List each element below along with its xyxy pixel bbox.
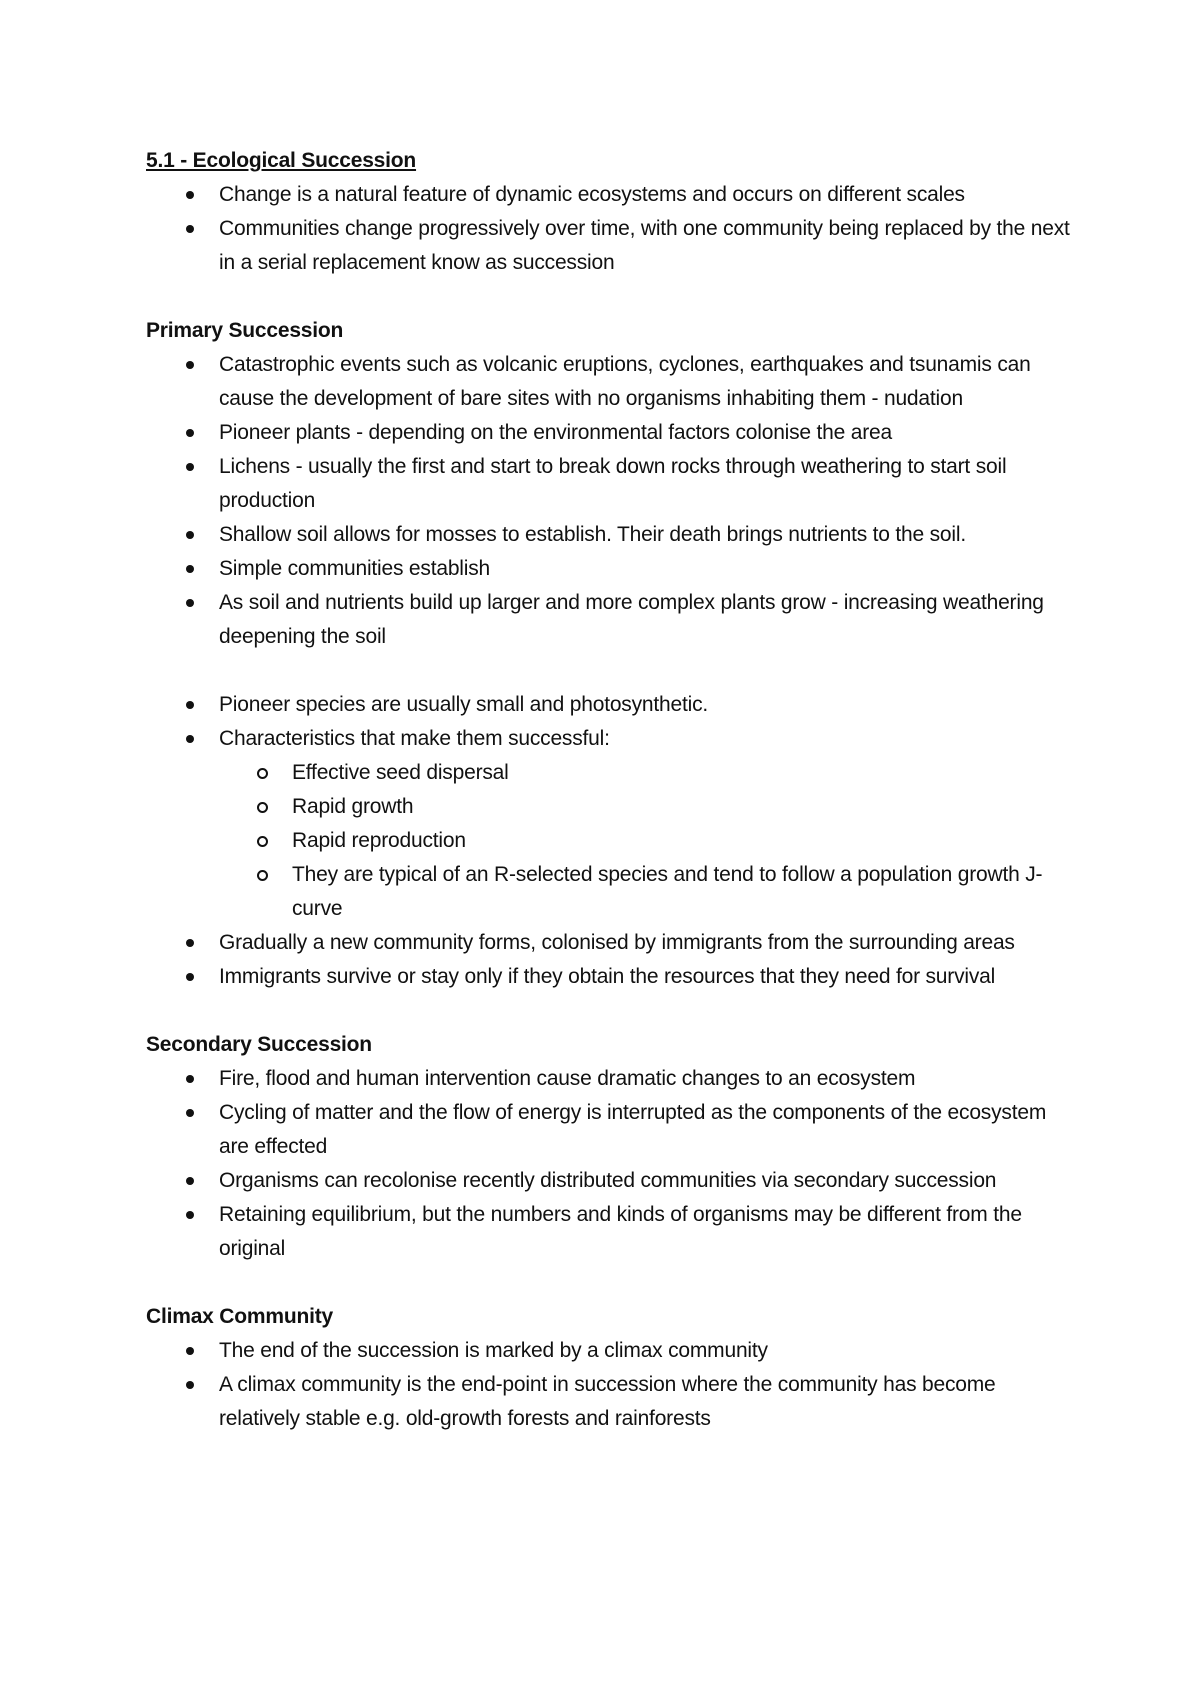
climax-list [146,1334,1076,1436]
primary-heading: Primary Succession [146,319,344,342]
spacer [146,654,1076,688]
list-item: Gradually a new community forms, colonised by immigrants from the surrounding areas [146,926,1076,960]
list-item: Shallow soil allows for mosses to establish. Their death brings nutrients to the soil. [146,518,1076,552]
list-item: Pioneer species are usually small and photosynthetic. [146,688,1076,722]
list-item: Simple communities establish [146,552,1076,586]
pioneer-list [146,688,1076,994]
list-item: Lichens - usually the first and start to break down rocks through weathering to start soil production [146,450,1076,518]
sub-list-item: Rapid reproduction [146,824,1076,858]
list-item: Retaining equilibrium, but the numbers and kinds of organisms may be different from the original [146,1198,1076,1266]
intro-list [146,178,1076,280]
climax-heading: Climax Community [146,1305,333,1328]
list-item: Cycling of matter and the flow of energy is interrupted as the components of the ecosystem are effected [146,1096,1076,1164]
list-item: Catastrophic events such as volcanic eruptions, cyclones, earthquakes and tsunamis can cause the development of bare sites with no organisms inhabiting them - nudation [146,348,1076,416]
list-item: Organisms can recolonise recently distributed communities via secondary succession [146,1164,1076,1198]
list-item: Change is a natural feature of dynamic ecosystems and occurs on different scales [146,178,1076,212]
secondary-heading: Secondary Succession [146,1033,372,1056]
list-item: As soil and nutrients build up larger and more complex plants grow - increasing weathering deepening the soil [146,586,1076,654]
list-item: Characteristics that make them successful: [146,722,1076,756]
list-item: Pioneer plants - depending on the environmental factors colonise the area [146,416,1076,450]
secondary-list [146,1062,1076,1266]
list-item: The end of the succession is marked by a climax community [146,1334,1076,1368]
list-item: Immigrants survive or stay only if they obtain the resources that they need for survival [146,960,1076,994]
sub-list-item: They are typical of an R-selected species and tend to follow a population growth J-curve [146,858,1076,926]
page-title: 5.1 - Ecological Succession [146,149,417,172]
sub-list-item: Rapid growth [146,790,1076,824]
document-content [146,144,1076,1436]
spacer [146,994,1076,1028]
list-item: Communities change progressively over time, with one community being replaced by the next in a serial replacement know as succession [146,212,1076,280]
list-item: A climax community is the end-point in succession where the community has become relatively stable e.g. old-growth forests and rainforests [146,1368,1076,1436]
sub-list-item: Effective seed dispersal [146,756,1076,790]
primary-list [146,348,1076,654]
spacer [146,280,1076,314]
list-item: Fire, flood and human intervention cause dramatic changes to an ecosystem [146,1062,1076,1096]
spacer [146,1266,1076,1300]
